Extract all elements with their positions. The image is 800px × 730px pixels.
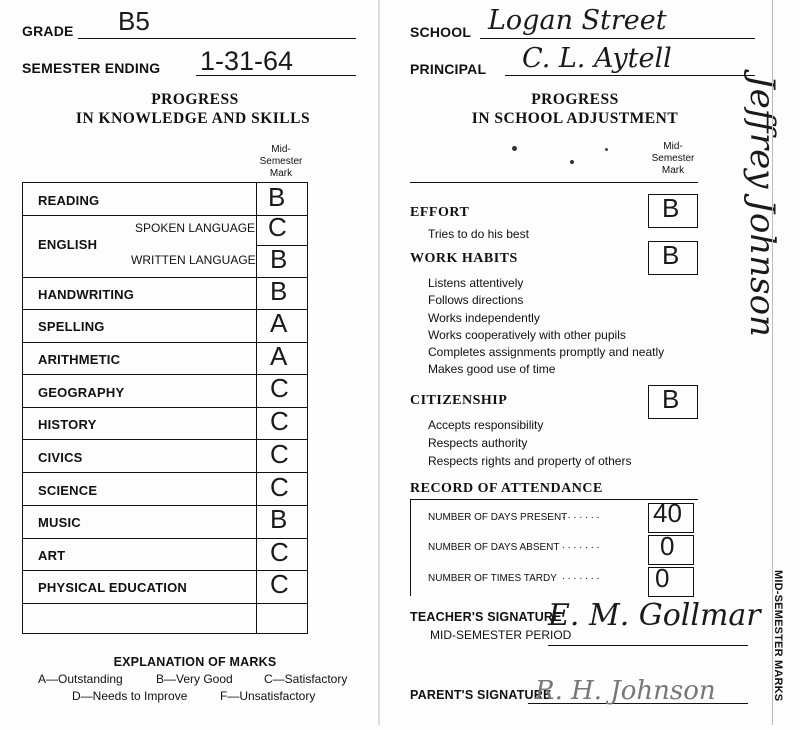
subject-mark: C — [270, 569, 289, 599]
subject-mark: C — [270, 406, 289, 436]
subject-name: HANDWRITING — [38, 287, 135, 302]
subject-name: SCIENCE — [38, 483, 98, 498]
explanation-d: D—Needs to Improve — [72, 689, 188, 703]
citizenship-item: Respects rights and property of others — [428, 454, 632, 468]
parent-signature-label: PARENT'S SIGNATURE — [410, 688, 552, 702]
attendance-value: 40 — [653, 498, 682, 528]
written-language-mark: B — [270, 244, 288, 274]
grade-value: B5 — [118, 6, 150, 36]
written-language-label: WRITTEN LANGUAGE — [131, 253, 256, 267]
work-habits-title: WORK HABITS — [410, 251, 518, 266]
principal-value: C. L. Aytell — [522, 43, 672, 74]
section-title: PROGRESS — [151, 91, 239, 108]
work-habits-item: Follows directions — [428, 293, 524, 307]
subject-name: SPELLING — [38, 319, 105, 334]
subject-mark: B — [268, 182, 286, 212]
spoken-language-label: SPOKEN LANGUAGE — [135, 221, 256, 235]
subject-name: READING — [38, 193, 100, 208]
page-fold — [378, 0, 380, 725]
explanation-a: A—Outstanding — [38, 672, 123, 686]
attendance-label: NUMBER OF DAYS PRESENT — [428, 512, 568, 523]
side-label: MID-SEMESTER MARKS — [772, 570, 784, 702]
subject-name: ENGLISH — [38, 237, 98, 252]
attendance-value: 0 — [660, 531, 675, 561]
subject-name: MUSIC — [38, 515, 81, 530]
ink-spot — [605, 148, 608, 151]
subject-mark: C — [270, 537, 289, 567]
principal-label: PRINCIPAL — [410, 61, 487, 77]
subject-mark: B — [270, 276, 288, 306]
subject-mark: C — [270, 373, 289, 403]
ink-spot — [512, 146, 517, 151]
subject-mark: C — [270, 472, 289, 502]
work-habits-item: Works cooperatively with other pupils — [428, 328, 626, 342]
effort-title: EFFORT — [410, 205, 470, 220]
grade-label: GRADE — [22, 23, 74, 39]
ink-spot — [570, 160, 574, 164]
subject-name: PHYSICAL EDUCATION — [38, 580, 188, 595]
attendance-label: NUMBER OF DAYS ABSENT — [428, 542, 560, 553]
section-subtitle: IN SCHOOL ADJUSTMENT — [471, 110, 679, 127]
effort-item: Tries to do his best — [428, 227, 529, 241]
teacher-signature-value: E. M. Gollmar — [548, 598, 761, 633]
leader-dots: ....... — [562, 510, 603, 521]
citizenship-item: Accepts responsibility — [428, 418, 544, 432]
semester-value: 1-31-64 — [200, 46, 294, 76]
work-habits-item: Makes good use of time — [428, 362, 556, 376]
leader-dots: ....... — [562, 540, 603, 551]
teacher-signature-label: TEACHER'S SIGNATURE — [410, 610, 562, 624]
explanation-f: F—Unsatisfactory — [220, 689, 316, 703]
attendance-title: RECORD OF ATTENDANCE — [410, 481, 603, 496]
work-habits-item: Works independently — [428, 311, 540, 325]
semester-label: SEMESTER ENDING — [22, 60, 161, 76]
parent-signature-value: R. H. Johnson — [535, 676, 716, 706]
school-label: SCHOOL — [410, 24, 472, 40]
subject-name: ART — [38, 548, 66, 563]
work-habits-mark: B — [662, 240, 680, 270]
mark-header: Mid- Semester Mark — [651, 141, 695, 176]
explanation-b: B—Very Good — [156, 672, 233, 686]
citizenship-title: CITIZENSHIP — [410, 393, 508, 408]
subject-mark: A — [270, 341, 288, 371]
explanation-title: EXPLANATION OF MARKS — [113, 655, 277, 669]
explanation-c: C—Satisfactory — [264, 672, 348, 686]
effort-mark: B — [662, 193, 680, 223]
subject-mark: C — [270, 439, 289, 469]
work-habits-item: Completes assignments promptly and neatly — [428, 345, 665, 359]
subject-mark: A — [270, 308, 288, 338]
subject-name: CIVICS — [38, 450, 83, 465]
subject-name: GEOGRAPHY — [38, 385, 125, 400]
subject-mark: B — [270, 504, 288, 534]
leader-dots: ....... — [562, 571, 603, 582]
mark-header: Mid- Semester Mark — [259, 144, 303, 179]
citizenship-mark: B — [662, 384, 680, 414]
subject-name: ARITHMETIC — [38, 352, 121, 367]
student-name-vertical: Jeffrey Johnson — [742, 75, 782, 337]
teacher-signature-sub: MID-SEMESTER PERIOD — [430, 628, 572, 642]
attendance-label: NUMBER OF TIMES TARDY — [428, 573, 557, 584]
school-value: Logan Street — [488, 5, 667, 36]
spoken-language-mark: C — [268, 212, 287, 242]
section-subtitle: IN KNOWLEDGE AND SKILLS — [75, 110, 311, 127]
subject-name: HISTORY — [38, 417, 97, 432]
work-habits-item: Listens attentively — [428, 276, 524, 290]
citizenship-item: Respects authority — [428, 436, 528, 450]
attendance-value: 0 — [655, 563, 670, 593]
section-title: PROGRESS — [531, 91, 619, 108]
